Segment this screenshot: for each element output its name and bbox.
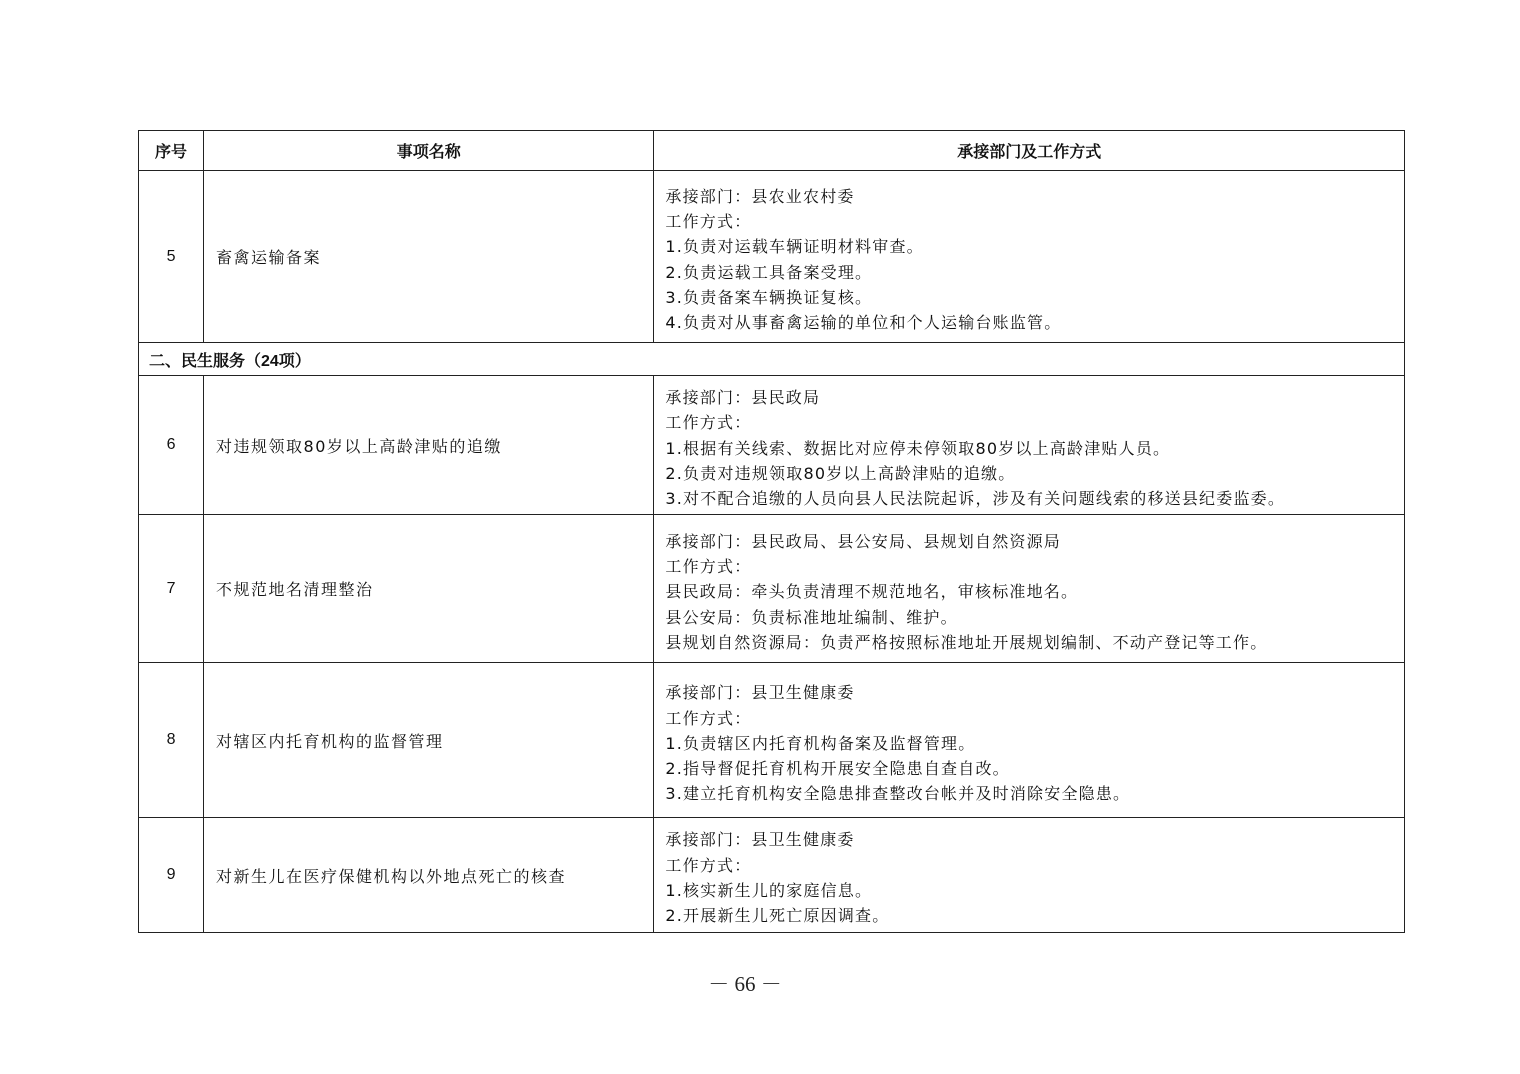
- header-department-method: 承接部门及工作方式: [654, 131, 1405, 171]
- table-header-row: [139, 131, 1405, 171]
- department-method-line: 工作方式：: [665, 413, 752, 433]
- department-method-line: 工作方式：: [665, 211, 752, 231]
- department-method-line: 县规划自然资源局：负责严格按照标准地址开展规划编制、不动产登记等工作。: [665, 632, 1268, 652]
- department-method-line: 2.指导督促托育机构开展安全隐患自查自改。: [665, 759, 1010, 779]
- department-method-line: 1.负责辖区内托育机构备案及监督管理。: [665, 733, 976, 753]
- department-method-line: 4.负责对从事畜禽运输的单位和个人运输台账监管。: [665, 313, 1062, 333]
- section-body: [139, 343, 1405, 376]
- department-method-line: 1.根据有关线索、数据比对应停未停领取80岁以上高龄津贴人员。: [665, 438, 1171, 458]
- department-method-line: 工作方式：: [665, 708, 752, 728]
- header-item-name: 事项名称: [204, 131, 654, 171]
- department-method-line: 1.核实新生儿的家庭信息。: [665, 881, 873, 901]
- row-serial-number: 5: [139, 171, 204, 343]
- department-method-line: 承接部门：县民政局、县公安局、县规划自然资源局: [665, 531, 1061, 551]
- row-department-method: [654, 515, 1405, 663]
- table-row: [139, 818, 1405, 932]
- department-method-line: 承接部门：县民政局: [665, 388, 821, 407]
- row-serial-number: 8: [139, 663, 204, 818]
- row-serial-number: 6: [139, 376, 204, 515]
- table-body-part2: [139, 376, 1405, 933]
- table-row: [139, 171, 1405, 343]
- department-method-line: 承接部门：县卫生健康委: [665, 683, 855, 703]
- department-method-line: 1.负责对运载车辆证明材料审查。: [665, 237, 924, 257]
- row-department-method: [654, 663, 1405, 818]
- section-row: [139, 343, 1405, 376]
- section-title: 二、民生服务（24项）: [139, 343, 1405, 376]
- row-department-method: [654, 818, 1405, 932]
- row-item-name: 对违规领取80岁以上高龄津贴的追缴: [204, 376, 654, 515]
- department-method-line: 2.负责运载工具备案受理。: [665, 262, 873, 282]
- department-method-line: 工作方式：: [665, 557, 752, 577]
- department-method-line: 承接部门：县卫生健康委: [665, 830, 855, 850]
- row-item-name: 对新生儿在医疗保健机构以外地点死亡的核查: [204, 818, 654, 932]
- department-method-line: 3.负责备案车辆换证复核。: [665, 287, 873, 307]
- table-row: [139, 376, 1405, 515]
- table-row: [139, 663, 1405, 818]
- row-department-method: [654, 376, 1405, 515]
- table-row: [139, 515, 1405, 663]
- department-method-line: 县民政局：牵头负责清理不规范地名，审核标准地名。: [665, 582, 1079, 602]
- row-item-name: 畜禽运输备案: [204, 171, 654, 343]
- row-serial-number: 7: [139, 515, 204, 663]
- row-item-name: 对辖区内托育机构的监督管理: [204, 663, 654, 818]
- department-method-line: 2.负责对违规领取80岁以上高龄津贴的追缴。: [665, 463, 1016, 483]
- table-body-part1: [139, 171, 1405, 343]
- department-method-line: 承接部门：县农业农村委: [665, 186, 855, 206]
- department-method-line: 3.建立托育机构安全隐患排查整改台帐并及时消除安全隐患。: [665, 784, 1131, 804]
- department-method-line: 2.开展新生儿死亡原因调查。: [665, 906, 890, 926]
- row-serial-number: 9: [139, 818, 204, 932]
- department-method-line: 3.对不配合追缴的人员向县人民法院起诉，涉及有关问题线索的移送县纪委监委。: [665, 489, 1286, 509]
- header-serial-number: 序号: [139, 131, 204, 171]
- department-method-line: 县公安局：负责标准地址编制、维护。: [665, 607, 958, 627]
- row-item-name: 不规范地名清理整治: [204, 515, 654, 663]
- page-number: － 66 －: [708, 972, 782, 996]
- item-table: [138, 130, 1405, 933]
- department-method-line: 工作方式：: [665, 855, 752, 875]
- row-department-method: [654, 171, 1405, 343]
